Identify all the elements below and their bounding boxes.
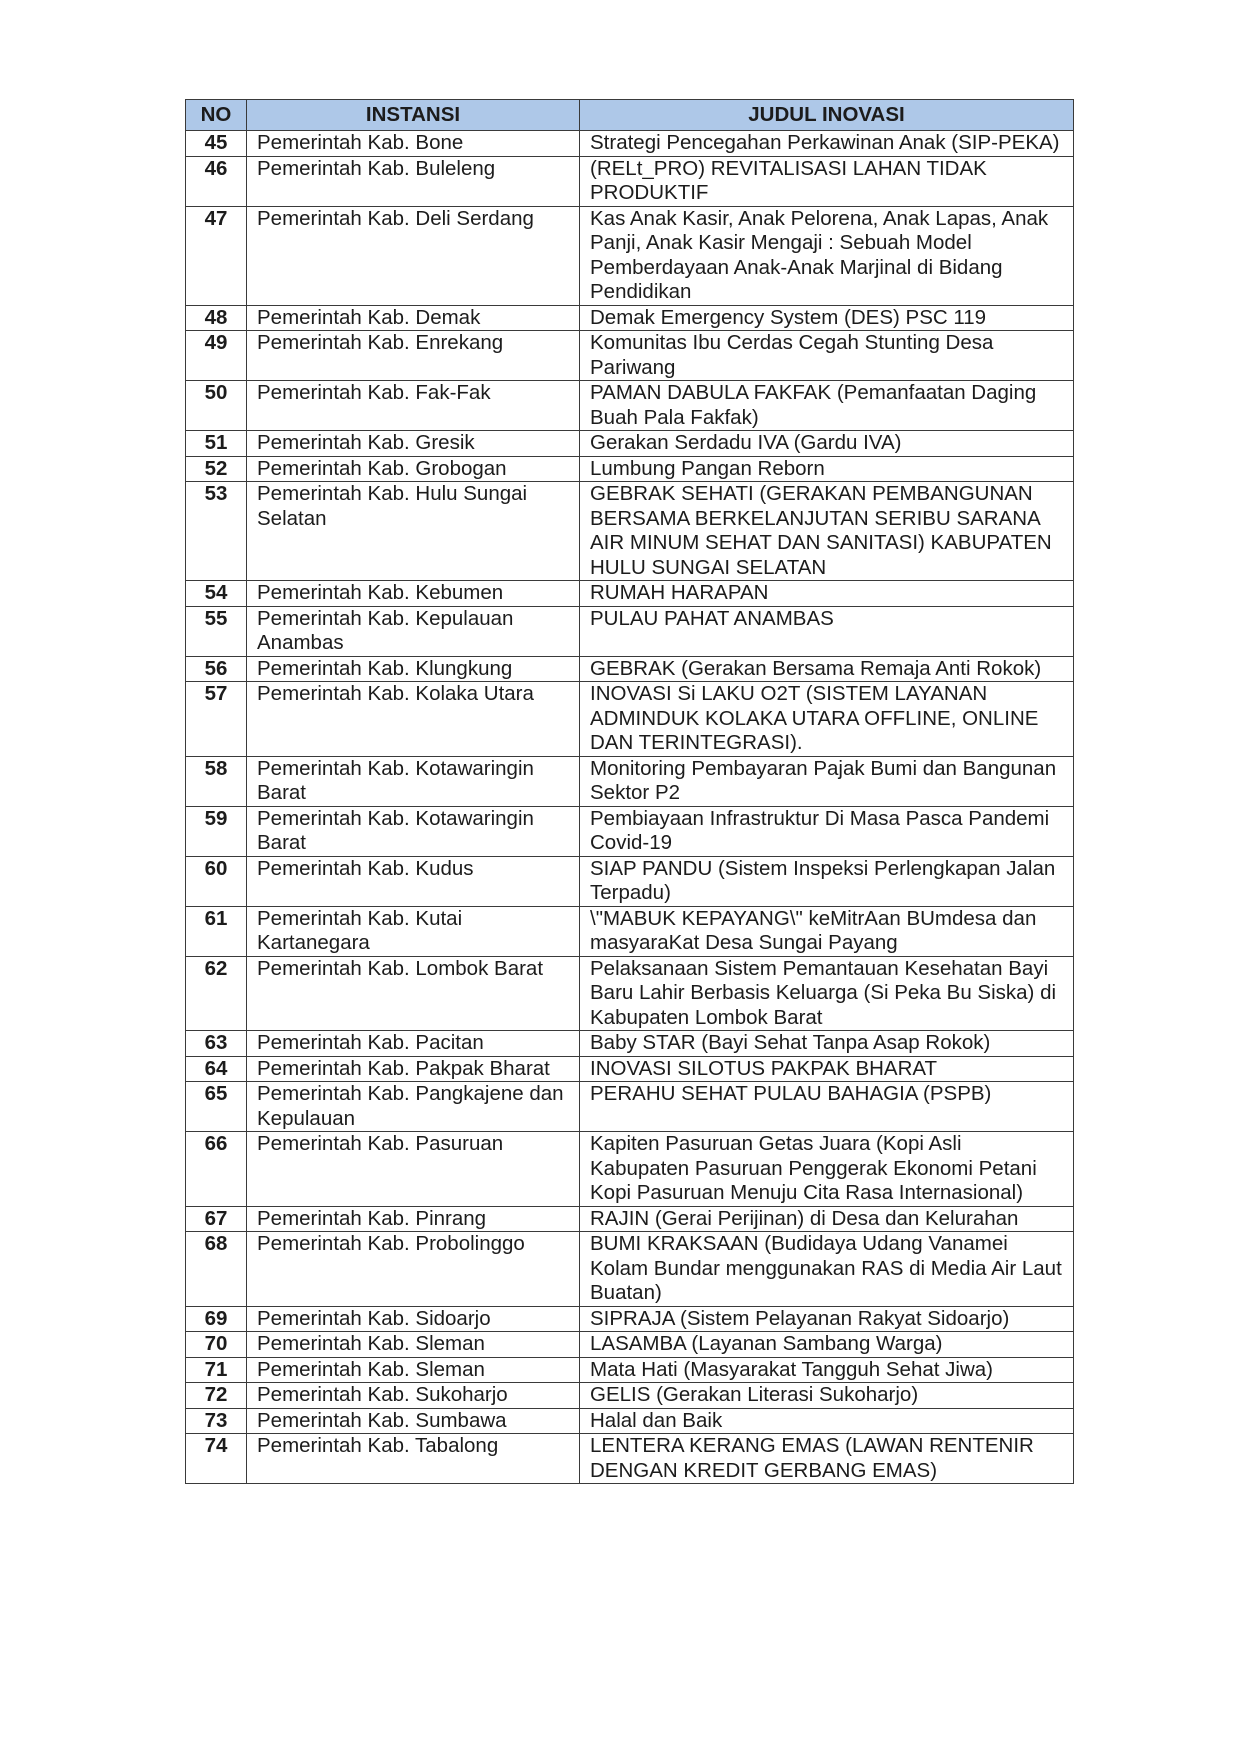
judul-inovasi-cell: Komunitas Ibu Cerdas Cegah Stunting Desa Pariwang (580, 331, 1074, 381)
judul-inovasi-cell: RAJIN (Gerai Perijinan) di Desa dan Kelurahan (580, 1206, 1074, 1232)
row-number: 68 (186, 1232, 247, 1307)
table-row (186, 456, 1074, 482)
judul-inovasi-cell: Pelaksanaan Sistem Pemantauan Kesehatan Bayi Baru Lahir Berbasis Keluarga (Si Peka Bu Siska) di Kabupaten Lombok Barat (580, 956, 1074, 1031)
judul-inovasi-cell: RUMAH HARAPAN (580, 581, 1074, 607)
judul-inovasi-cell: SIPRAJA (Sistem Pelayanan Rakyat Sidoarjo) (580, 1306, 1074, 1332)
instansi-cell: Pemerintah Kab. Kudus (247, 856, 580, 906)
judul-inovasi-cell: GELIS (Gerakan Literasi Sukoharjo) (580, 1383, 1074, 1409)
header-judul-inovasi: JUDUL INOVASI (580, 100, 1074, 131)
instansi-cell: Pemerintah Kab. Grobogan (247, 456, 580, 482)
table-row (186, 305, 1074, 331)
instansi-cell: Pemerintah Kab. Pasuruan (247, 1132, 580, 1207)
table-row (186, 1082, 1074, 1132)
table-row (186, 1031, 1074, 1057)
table-row (186, 956, 1074, 1031)
table-row (186, 806, 1074, 856)
row-number: 71 (186, 1357, 247, 1383)
table-row (186, 656, 1074, 682)
row-number: 57 (186, 682, 247, 757)
judul-inovasi-cell: PULAU PAHAT ANAMBAS (580, 606, 1074, 656)
instansi-cell: Pemerintah Kab. Sidoarjo (247, 1306, 580, 1332)
instansi-cell: Pemerintah Kab. Klungkung (247, 656, 580, 682)
table-row (186, 856, 1074, 906)
judul-inovasi-cell: GEBRAK SEHATI (GERAKAN PEMBANGUNAN BERSAMA BERKELANJUTAN SERIBU SARANA AIR MINUM SEHAT DAN SANITASI) KABUPATEN HULU SUNGAI SELATAN (580, 482, 1074, 581)
row-number: 74 (186, 1434, 247, 1484)
instansi-cell: Pemerintah Kab. Sleman (247, 1357, 580, 1383)
judul-inovasi-cell: Kapiten Pasuruan Getas Juara (Kopi Asli Kabupaten Pasuruan Penggerak Ekonomi Petani Kopi Pasuruan Menuju Cita Rasa Internasional) (580, 1132, 1074, 1207)
table-row (186, 682, 1074, 757)
instansi-cell: Pemerintah Kab. Kotawaringin Barat (247, 806, 580, 856)
header-instansi: INSTANSI (247, 100, 580, 131)
row-number: 56 (186, 656, 247, 682)
judul-inovasi-cell: Strategi Pencegahan Perkawinan Anak (SIP-PEKA) (580, 131, 1074, 157)
instansi-cell: Pemerintah Kab. Deli Serdang (247, 206, 580, 305)
judul-inovasi-cell: LASAMBA (Layanan Sambang Warga) (580, 1332, 1074, 1358)
judul-inovasi-cell: Halal dan Baik (580, 1408, 1074, 1434)
judul-inovasi-cell: SIAP PANDU (Sistem Inspeksi Perlengkapan Jalan Terpadu) (580, 856, 1074, 906)
table-row (186, 606, 1074, 656)
instansi-cell: Pemerintah Kab. Kebumen (247, 581, 580, 607)
instansi-cell: Pemerintah Kab. Pangkajene dan Kepulauan (247, 1082, 580, 1132)
instansi-cell: Pemerintah Kab. Enrekang (247, 331, 580, 381)
judul-inovasi-cell: Gerakan Serdadu IVA (Gardu IVA) (580, 431, 1074, 457)
instansi-cell: Pemerintah Kab. Probolinggo (247, 1232, 580, 1307)
row-number: 53 (186, 482, 247, 581)
row-number: 52 (186, 456, 247, 482)
judul-inovasi-cell: \"MABUK KEPAYANG\" keMitrAan BUmdesa dan masyaraKat Desa Sungai Payang (580, 906, 1074, 956)
table-row (186, 581, 1074, 607)
instansi-cell: Pemerintah Kab. Pacitan (247, 1031, 580, 1057)
table-row (186, 1206, 1074, 1232)
table-row (186, 206, 1074, 305)
judul-inovasi-cell: Mata Hati (Masyarakat Tangguh Sehat Jiwa) (580, 1357, 1074, 1383)
table-row (186, 1434, 1074, 1484)
table-row (186, 381, 1074, 431)
row-number: 70 (186, 1332, 247, 1358)
table-row (186, 482, 1074, 581)
row-number: 54 (186, 581, 247, 607)
row-number: 49 (186, 331, 247, 381)
row-number: 65 (186, 1082, 247, 1132)
table-row (186, 1357, 1074, 1383)
judul-inovasi-cell: INOVASI SILOTUS PAKPAK BHARAT (580, 1056, 1074, 1082)
judul-inovasi-cell: INOVASI Si LAKU O2T (SISTEM LAYANAN ADMINDUK KOLAKA UTARA OFFLINE, ONLINE DAN TERINTEGRASI). (580, 682, 1074, 757)
row-number: 60 (186, 856, 247, 906)
instansi-cell: Pemerintah Kab. Sumbawa (247, 1408, 580, 1434)
judul-inovasi-cell: Demak Emergency System (DES) PSC 119 (580, 305, 1074, 331)
instansi-cell: Pemerintah Kab. Sleman (247, 1332, 580, 1358)
table-row (186, 1056, 1074, 1082)
row-number: 72 (186, 1383, 247, 1409)
instansi-cell: Pemerintah Kab. Kutai Kartanegara (247, 906, 580, 956)
row-number: 47 (186, 206, 247, 305)
row-number: 67 (186, 1206, 247, 1232)
row-number: 50 (186, 381, 247, 431)
instansi-cell: Pemerintah Kab. Kepulauan Anambas (247, 606, 580, 656)
table-row (186, 156, 1074, 206)
table-row (186, 1408, 1074, 1434)
table-row (186, 756, 1074, 806)
instansi-cell: Pemerintah Kab. Kolaka Utara (247, 682, 580, 757)
table-row (186, 331, 1074, 381)
instansi-cell: Pemerintah Kab. Lombok Barat (247, 956, 580, 1031)
instansi-cell: Pemerintah Kab. Pinrang (247, 1206, 580, 1232)
header-no: NO (186, 100, 247, 131)
table-body (186, 131, 1074, 1484)
table-header (186, 100, 1074, 131)
innovation-table (185, 99, 1074, 1484)
row-number: 64 (186, 1056, 247, 1082)
row-number: 61 (186, 906, 247, 956)
header-row (186, 100, 1074, 131)
judul-inovasi-cell: Baby STAR (Bayi Sehat Tanpa Asap Rokok) (580, 1031, 1074, 1057)
judul-inovasi-cell: GEBRAK (Gerakan Bersama Remaja Anti Rokok) (580, 656, 1074, 682)
judul-inovasi-cell: BUMI KRAKSAAN (Budidaya Udang Vanamei Kolam Bundar menggunakan RAS di Media Air Laut Buatan) (580, 1232, 1074, 1307)
table-row (186, 1383, 1074, 1409)
instansi-cell: Pemerintah Kab. Sukoharjo (247, 1383, 580, 1409)
instansi-cell: Pemerintah Kab. Bone (247, 131, 580, 157)
judul-inovasi-cell: Monitoring Pembayaran Pajak Bumi dan Bangunan Sektor P2 (580, 756, 1074, 806)
table-row (186, 131, 1074, 157)
table-row (186, 1306, 1074, 1332)
table-row (186, 1132, 1074, 1207)
row-number: 55 (186, 606, 247, 656)
row-number: 48 (186, 305, 247, 331)
instansi-cell: Pemerintah Kab. Buleleng (247, 156, 580, 206)
row-number: 51 (186, 431, 247, 457)
row-number: 63 (186, 1031, 247, 1057)
judul-inovasi-cell: Lumbung Pangan Reborn (580, 456, 1074, 482)
judul-inovasi-cell: PERAHU SEHAT PULAU BAHAGIA (PSPB) (580, 1082, 1074, 1132)
row-number: 45 (186, 131, 247, 157)
row-number: 46 (186, 156, 247, 206)
judul-inovasi-cell: PAMAN DABULA FAKFAK (Pemanfaatan Daging Buah Pala Fakfak) (580, 381, 1074, 431)
row-number: 73 (186, 1408, 247, 1434)
table-row (186, 906, 1074, 956)
table-row (186, 431, 1074, 457)
row-number: 59 (186, 806, 247, 856)
instansi-cell: Pemerintah Kab. Pakpak Bharat (247, 1056, 580, 1082)
instansi-cell: Pemerintah Kab. Hulu Sungai Selatan (247, 482, 580, 581)
row-number: 58 (186, 756, 247, 806)
instansi-cell: Pemerintah Kab. Tabalong (247, 1434, 580, 1484)
row-number: 62 (186, 956, 247, 1031)
judul-inovasi-cell: Kas Anak Kasir, Anak Pelorena, Anak Lapas, Anak Panji, Anak Kasir Mengaji : Sebuah Model Pemberdayaan Anak-Anak Marjinal di Bidang Pendidikan (580, 206, 1074, 305)
table-row (186, 1332, 1074, 1358)
instansi-cell: Pemerintah Kab. Fak-Fak (247, 381, 580, 431)
row-number: 66 (186, 1132, 247, 1207)
judul-inovasi-cell: (RELt_PRO) REVITALISASI LAHAN TIDAK PRODUKTIF (580, 156, 1074, 206)
instansi-cell: Pemerintah Kab. Demak (247, 305, 580, 331)
instansi-cell: Pemerintah Kab. Kotawaringin Barat (247, 756, 580, 806)
instansi-cell: Pemerintah Kab. Gresik (247, 431, 580, 457)
table-row (186, 1232, 1074, 1307)
judul-inovasi-cell: Pembiayaan Infrastruktur Di Masa Pasca Pandemi Covid-19 (580, 806, 1074, 856)
judul-inovasi-cell: LENTERA KERANG EMAS (LAWAN RENTENIR DENGAN KREDIT GERBANG EMAS) (580, 1434, 1074, 1484)
row-number: 69 (186, 1306, 247, 1332)
